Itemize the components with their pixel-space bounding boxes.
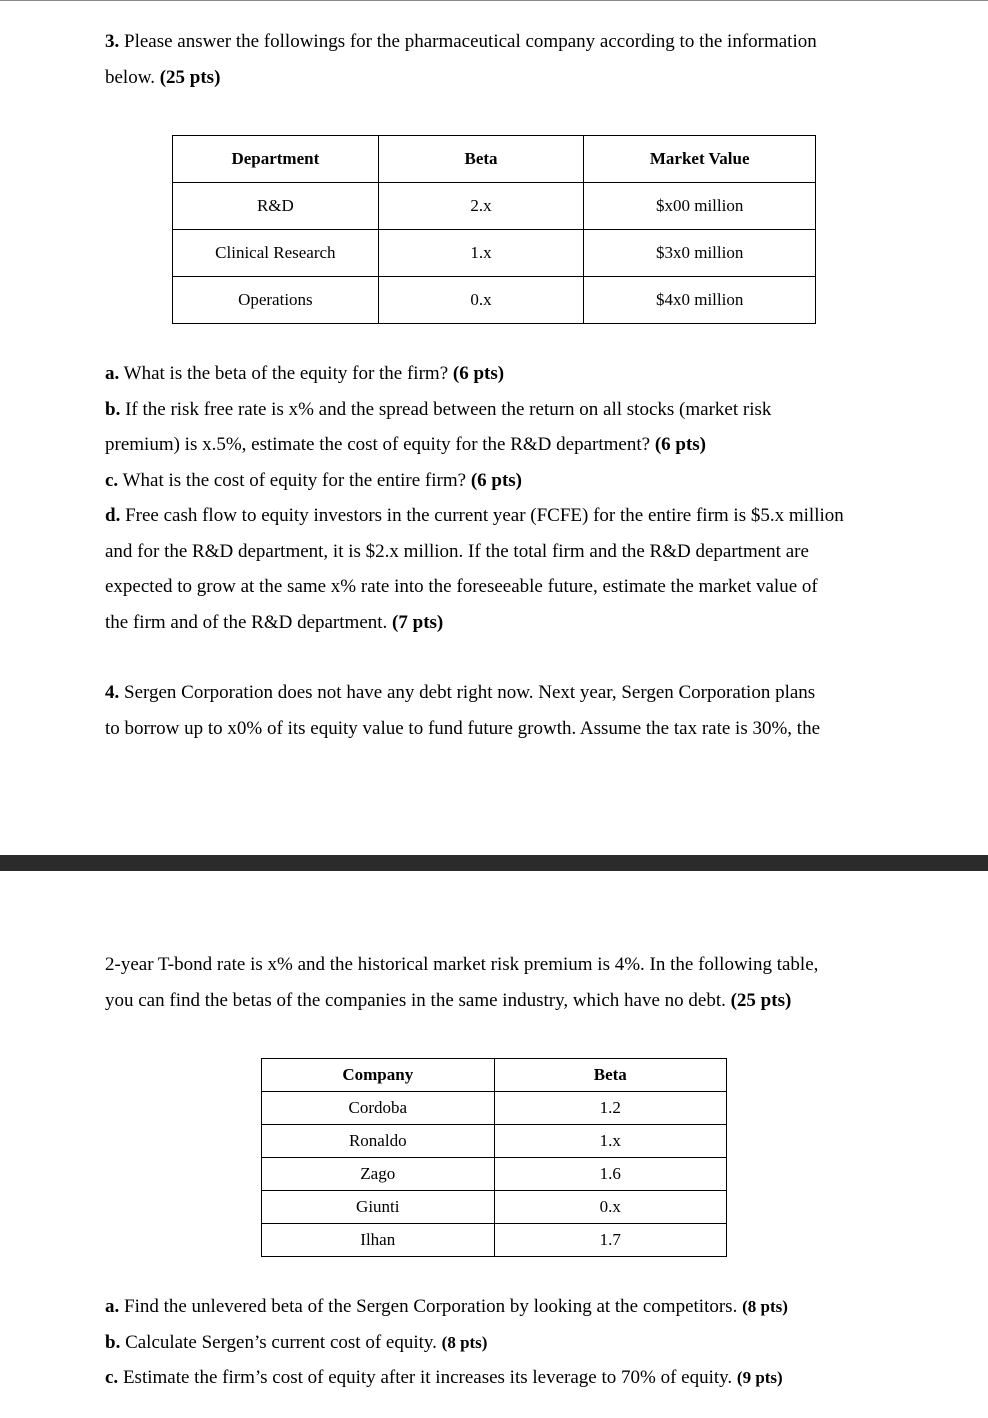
cell-beta: 0.x — [494, 1191, 726, 1224]
q4-line3: 2-year T-bond rate is x% and the historical market risk premium is 4%. In the following table, — [105, 954, 819, 975]
part-label: b. — [105, 1331, 121, 1353]
q4-line1: Sergen Corporation does not have any debt right now. Next year, Sergen Corporation plans — [119, 682, 816, 703]
cell-department: R&D — [173, 183, 379, 230]
q3-number: 3. — [105, 31, 120, 52]
part-text: the firm and of the R&D department. — [105, 611, 393, 633]
cell-company: Giunti — [262, 1191, 495, 1224]
part-text: Free cash flow to equity investors in the current year (FCFE) for the entire firm is $5.x million — [120, 505, 844, 526]
part-text: and for the R&D department, it is $2.x million. If the total firm and the R&D department are — [105, 540, 809, 562]
part-label: d. — [105, 505, 121, 526]
header-market-value: Market Value — [584, 136, 816, 183]
table-header-row — [173, 136, 816, 183]
cell-company: Ilhan — [262, 1224, 495, 1257]
cell-beta: 1.x — [378, 230, 584, 277]
q4-parts — [105, 1289, 883, 1396]
part-points: (8 pts) — [742, 1297, 788, 1316]
part-text: Calculate Sergen’s current cost of equity. — [120, 1331, 442, 1353]
part-points: (6 pts) — [654, 434, 707, 455]
q3-parts — [105, 356, 883, 640]
part-label: c. — [105, 469, 119, 491]
cell-market-value: $4x0 million — [584, 277, 816, 324]
cell-company: Zago — [262, 1158, 495, 1191]
part-text: What is the cost of equity for the entire firm? — [118, 469, 471, 491]
q3-intro-line2: below. — [105, 66, 160, 88]
part-points: (6 pts) — [452, 363, 505, 384]
q3-part-d — [105, 505, 844, 633]
part-points: (8 pts) — [441, 1332, 488, 1352]
part-label: a. — [105, 1296, 120, 1317]
part-text: premium) is x.5%, estimate the cost of equity for the R&D department? — [105, 434, 655, 455]
header-department: Department — [173, 136, 379, 183]
part-points: (6 pts) — [470, 469, 523, 491]
part-label: c. — [105, 1367, 119, 1388]
table-row — [173, 230, 816, 277]
cell-beta: 0.x — [378, 277, 584, 324]
page-break-bar — [0, 855, 988, 871]
department-table — [172, 135, 816, 324]
q3-part-a — [105, 363, 504, 384]
q3-part-b — [105, 399, 771, 456]
header-beta: Beta — [378, 136, 584, 183]
cell-beta: 1.6 — [494, 1158, 726, 1191]
q4-part-a — [105, 1296, 788, 1317]
q4-intro-top — [105, 675, 883, 746]
part-text: expected to grow at the same x% rate into the foreseeable future, estimate the market value of — [105, 576, 818, 597]
part-points: (7 pts) — [392, 611, 444, 633]
q4-line4: you can find the betas of the companies in the same industry, which have no debt. — [105, 989, 731, 1011]
table-row — [262, 1191, 727, 1224]
cell-department: Operations — [173, 277, 379, 324]
q3-intro-line1: Please answer the followings for the pharmaceutical company according to the information — [119, 31, 817, 52]
q3-part-c — [105, 470, 522, 491]
cell-beta: 2.x — [378, 183, 584, 230]
q4-part-b — [105, 1332, 487, 1353]
part-text: What is the beta of the equity for the firm? — [119, 363, 453, 384]
q4-points: (25 pts) — [730, 989, 792, 1011]
q4-line2: to borrow up to x0% of its equity value to fund future growth. Assume the tax rate is 30%, the — [105, 717, 821, 739]
cell-beta: 1.7 — [494, 1224, 726, 1257]
cell-department: Clinical Research — [173, 230, 379, 277]
q4-part-c — [105, 1367, 783, 1388]
q4-number: 4. — [105, 682, 120, 703]
table-row — [173, 277, 816, 324]
part-label: a. — [105, 363, 120, 384]
table-row — [262, 1092, 727, 1125]
table-header-row — [262, 1059, 727, 1092]
part-label: b. — [105, 398, 121, 420]
q3-intro — [105, 24, 883, 95]
header-company: Company — [262, 1059, 495, 1092]
cell-market-value: $3x0 million — [584, 230, 816, 277]
part-points: (9 pts) — [736, 1368, 783, 1387]
part-text: Estimate the firm’s cost of equity after it increases its leverage to 70% of equity. — [118, 1367, 737, 1388]
company-table — [261, 1058, 727, 1257]
cell-company: Cordoba — [262, 1092, 495, 1125]
q4-intro-bottom — [105, 947, 883, 1018]
table-row — [262, 1224, 727, 1257]
table-row — [173, 183, 816, 230]
cell-market-value: $x00 million — [584, 183, 816, 230]
q3-points: (25 pts) — [159, 66, 221, 88]
part-text: If the risk free rate is x% and the spread between the return on all stocks (market risk — [120, 398, 772, 420]
header-beta: Beta — [494, 1059, 726, 1092]
cell-beta: 1.x — [494, 1125, 726, 1158]
table-row — [262, 1158, 727, 1191]
cell-company: Ronaldo — [262, 1125, 495, 1158]
table-row — [262, 1125, 727, 1158]
cell-beta: 1.2 — [494, 1092, 726, 1125]
top-rule — [0, 0, 988, 1]
part-text: Find the unlevered beta of the Sergen Corporation by looking at the competitors. — [119, 1296, 743, 1317]
